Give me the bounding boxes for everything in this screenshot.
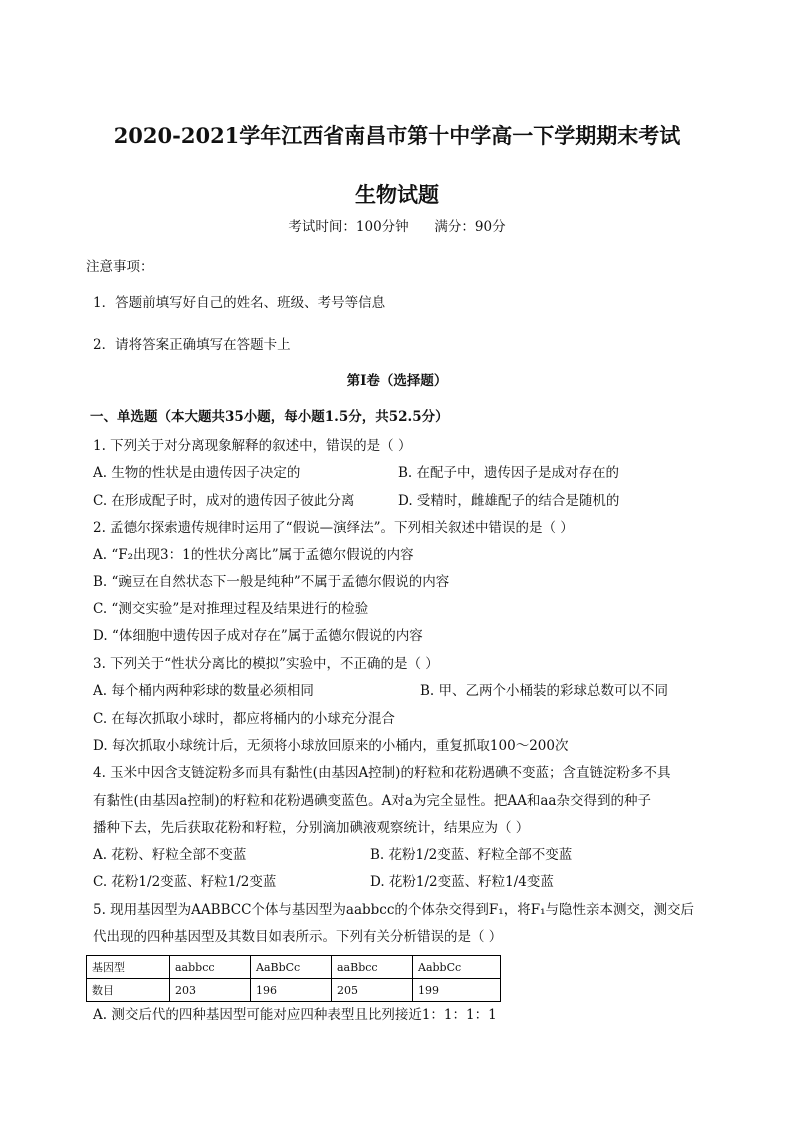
q1-option-a: A. 生物的性状是由遗传因子决定的 bbox=[93, 465, 301, 481]
table-header-row bbox=[87, 956, 501, 979]
table-header-cell: aaBbcc bbox=[332, 956, 413, 979]
q4-option-c: C. 花粉1/2变蓝、籽粒1/2变蓝 bbox=[93, 874, 277, 890]
note-item: 2．请将答案正确填写在答题卡上 bbox=[93, 337, 291, 353]
table-cell: 203 bbox=[170, 979, 251, 1002]
q2-option-c: C. “测交实验”是对推理过程及结果进行的检验 bbox=[93, 601, 369, 617]
question-1-stem: 1. 下列关于对分离现象解释的叙述中，错误的是（ ） bbox=[93, 438, 412, 454]
q4-option-a: A. 花粉、籽粒全部不变蓝 bbox=[93, 847, 247, 863]
document-subtitle: 生物试题 bbox=[355, 182, 439, 207]
q2-option-b: B. “豌豆在自然状态下一般是纯种”不属于孟德尔假说的内容 bbox=[93, 574, 450, 590]
question-5-stem: 5. 现用基因型为AABBCC个体与基因型为aabbcc的个体杂交得到F₁，将F₁与隐性亲本测交，测交后 bbox=[93, 902, 694, 918]
document-title: 2020-2021学年江西省南昌市第十中学高一下学期期末考试 bbox=[113, 123, 681, 148]
table-row bbox=[87, 979, 501, 1002]
table-header-cell: AaBbCc bbox=[251, 956, 332, 979]
note-item: 1．答题前填写好自己的姓名、班级、考号等信息 bbox=[93, 295, 386, 311]
notes-heading: 注意事项： bbox=[86, 259, 154, 275]
question-4-stem: 4. 玉米中因含支链淀粉多而具有黏性(由基因A控制)的籽粒和花粉遇碘不变蓝；含直链淀粉多不具 bbox=[93, 765, 671, 781]
question-2-stem: 2. 孟德尔探索遗传规律时运用了“假说—演绎法”。下列相关叙述中错误的是（ ） bbox=[93, 520, 574, 536]
table-cell: 205 bbox=[332, 979, 413, 1002]
section-title: 第I卷（选择题） bbox=[346, 373, 448, 389]
q1-option-d: D. 受精时，雌雄配子的结合是随机的 bbox=[398, 493, 620, 509]
q3-option-c: C. 在每次抓取小球时，都应将桶内的小球充分混合 bbox=[93, 711, 395, 727]
question-4-stem: 有黏性(由基因a控制)的籽粒和花粉遇碘变蓝色。A对a为完全显性。把AA和aa杂交得到的种子 bbox=[93, 793, 651, 809]
table-header-cell: aabbcc bbox=[170, 956, 251, 979]
q4-option-d: D. 花粉1/2变蓝、籽粒1/4变蓝 bbox=[370, 874, 554, 890]
q2-option-d: D. “体细胞中遗传因子成对存在”属于孟德尔假说的内容 bbox=[93, 628, 423, 644]
q3-option-d: D. 每次抓取小球统计后，无须将小球放回原来的小桶内，重复抓取100～200次 bbox=[93, 738, 569, 754]
q3-option-a: A. 每个桶内两种彩球的数量必须相同 bbox=[93, 683, 314, 699]
table-cell: 199 bbox=[413, 979, 501, 1002]
question-3-stem: 3. 下列关于“性状分离比的模拟”实验中，不正确的是（ ） bbox=[93, 656, 439, 672]
question-5-stem: 代出现的四种基因型及其数目如表所示。下列有关分析错误的是（ ） bbox=[93, 929, 503, 945]
q3-option-b: B. 甲、乙两个小桶装的彩球总数可以不同 bbox=[420, 683, 669, 699]
q2-option-a: A. “F₂出现3：1的性状分离比”属于孟德尔假说的内容 bbox=[93, 547, 414, 563]
table-header-cell: AabbCc bbox=[413, 956, 501, 979]
table-cell: 196 bbox=[251, 979, 332, 1002]
q4-option-b: B. 花粉1/2变蓝、籽粒全部不变蓝 bbox=[370, 847, 573, 863]
table-cell: 数目 bbox=[87, 979, 170, 1002]
exam-info: 考试时间：100分钟 满分：90分 bbox=[288, 219, 506, 235]
part-title: 一、单选题（本大题共35小题，每小题1.5分，共52.5分） bbox=[90, 409, 449, 425]
q1-option-b: B. 在配子中，遗传因子是成对存在的 bbox=[398, 465, 620, 481]
question-4-stem: 播种下去，先后获取花粉和籽粒，分别滴加碘液观察统计，结果应为（ ） bbox=[93, 820, 530, 836]
q5-option-a: A. 测交后代的四种基因型可能对应四种表型且比列接近1：1：1：1 bbox=[93, 1007, 497, 1023]
table-header-cell: 基因型 bbox=[87, 956, 170, 979]
q1-option-c: C. 在形成配子时，成对的遗传因子彼此分离 bbox=[93, 493, 355, 509]
genotype-table bbox=[86, 955, 501, 1002]
